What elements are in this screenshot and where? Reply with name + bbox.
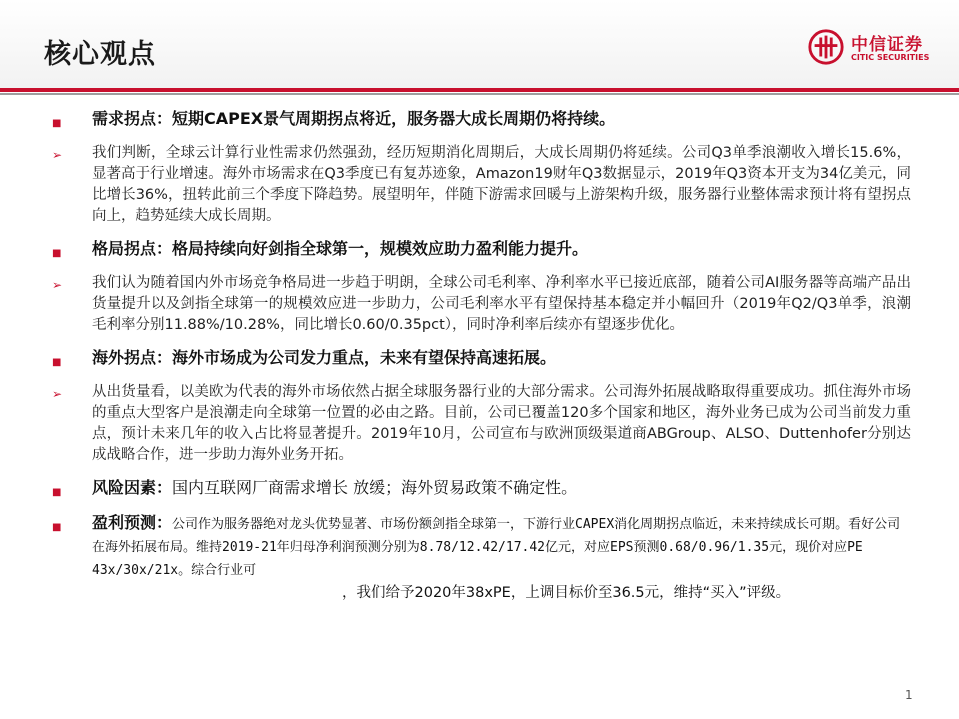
structure-body: 我们认为随着国内外市场竞争格局进一步趋于明朗，全球公司毛利率、净利率水平已接近底部，随着公司AI服务器等高端产品出货量提升以及剑指全球第一的规模效应进一步助力，公司毛利率水平有望保持基本稳定并小幅回升（2019年Q2/Q3单季，浪潮毛利率分别11.88%/10.28%，同比增长0.60/0.35pct），同时净利率后续亦有望逐步优化。 bbox=[92, 275, 911, 333]
arrow-bullet-icon: ➢ bbox=[52, 278, 63, 292]
overseas-heading bbox=[0, 347, 959, 369]
content-body bbox=[0, 108, 959, 617]
structure-heading-text: 格局持续向好剑指全球第一，规模效应助力盈利能力提升。 bbox=[172, 239, 589, 258]
demand-body: 我们判断，全球云计算行业性需求仍然强劲，经历短期消化周期后，大成长周期仍将延续。公司Q3单季浪潮收入增长15.6%，显著高于行业增速。海外市场需求在Q3季度已有复苏迹象，Amazon19财年Q3数据显示，2019年Q3资本开支为34亿美元，同比增长36%，扭转此前三个季度下降趋势。展望明年，伴随下游需求回暖与上游架构升级，服务器行业整体需求预计将有望拐点向上，趋势延续大成长周期。 bbox=[92, 145, 911, 224]
risk-line bbox=[0, 477, 959, 499]
overseas-paragraph bbox=[0, 382, 959, 466]
citic-logo bbox=[807, 28, 947, 68]
forecast-label: 盈利预测： bbox=[92, 513, 173, 532]
logo-text-en: CITIC SECURITIES bbox=[851, 53, 930, 62]
demand-paragraph bbox=[0, 143, 959, 227]
risk-label: 风险因素： bbox=[92, 478, 173, 497]
overseas-label: 海外拐点： bbox=[92, 348, 173, 367]
square-bullet-icon: ■ bbox=[52, 357, 62, 368]
square-bullet-icon: ■ bbox=[52, 487, 62, 498]
citic-logo-icon bbox=[807, 28, 845, 66]
square-bullet-icon: ■ bbox=[52, 522, 62, 533]
header-divider-gray bbox=[0, 93, 959, 95]
demand-label: 需求拐点： bbox=[92, 109, 173, 128]
header-divider-red bbox=[0, 88, 959, 92]
page-number: 1 bbox=[905, 688, 913, 702]
square-bullet-icon: ■ bbox=[52, 248, 62, 259]
logo-text-cn: 中信证券 bbox=[851, 35, 923, 55]
square-bullet-icon: ■ bbox=[52, 118, 62, 129]
risk-text: 国内互联网厂商需求增长 放缓；海外贸易政策不确定性。 bbox=[172, 478, 578, 497]
overseas-body: 从出货量看，以美欧为代表的海外市场依然占据全球服务器行业的大部分需求。公司海外拓展战略取得重要成功。抓住海外市场的重点大型客户是浪潮走向全球第一位置的必由之路。目前，公司已覆盖120多个国家和地区，海外业务已成为公司当前发力重点，预计未来几年的收入占比将显著提升。2019年10月，公司宣布与欧洲顶级渠道商ABGroup、ALSO、Duttenhofer分别达成战略合作，进一步助力海外业务开拓。 bbox=[92, 384, 911, 463]
forecast-text-part2: ，我们给予2020年38xPE，上调目标价至36.5元，维持“买入”评级。 bbox=[342, 585, 791, 601]
structure-paragraph bbox=[0, 273, 959, 336]
arrow-bullet-icon: ➢ bbox=[52, 148, 63, 162]
demand-heading bbox=[0, 108, 959, 130]
overseas-heading-text: 海外市场成为公司发力重点，未来有望保持高速拓展。 bbox=[172, 348, 557, 367]
demand-heading-text: 短期CAPEX景气周期拐点将近，服务器大成长周期仍将持续。 bbox=[172, 109, 616, 128]
forecast-text-part1: 公司作为服务器绝对龙头优势显著、市场份额剑指全球第一，下游行业CAPEX消化周期拐点临近，未来持续成长可期。看好公司在海外拓展布局。维持2019-21年归母净利润预测分别为8.78/12.42/17.42亿元，对应EPS预测0.68/0.96/1.35元，现价对应PE 43x/30x/21x。综合行业可 bbox=[92, 517, 901, 578]
page-title: 核心观点 bbox=[44, 39, 156, 70]
arrow-bullet-icon: ➢ bbox=[52, 387, 63, 401]
header-bar bbox=[0, 0, 959, 88]
forecast-block bbox=[0, 512, 959, 604]
structure-label: 格局拐点： bbox=[92, 239, 173, 258]
structure-heading bbox=[0, 238, 959, 260]
